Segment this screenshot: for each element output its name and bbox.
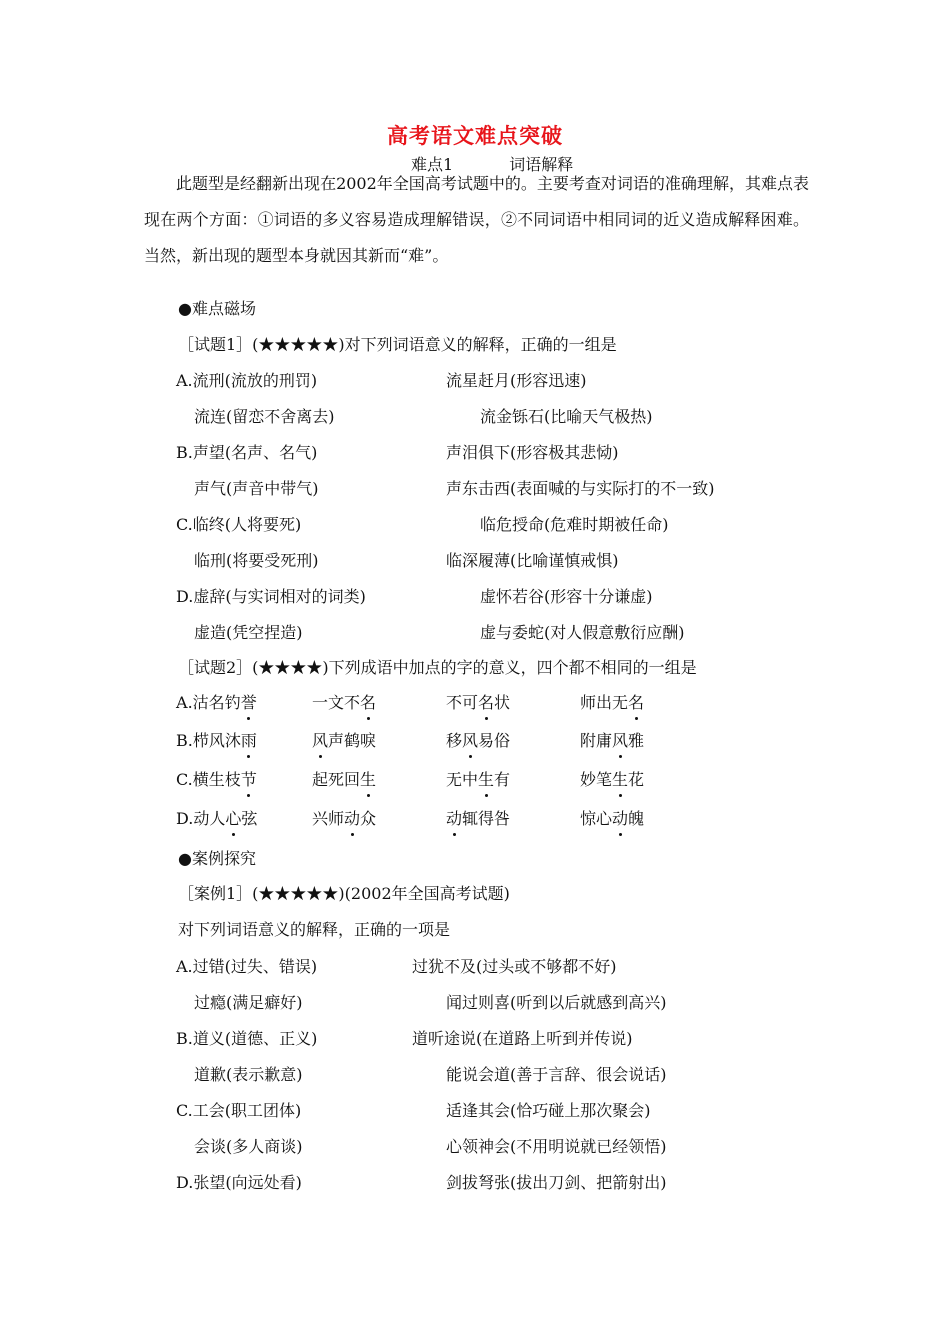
- emphasis-char: 风: [462, 728, 478, 751]
- case1-row-left: 会谈(多人商谈): [194, 1137, 303, 1156]
- q1-row-right: 临深履薄(比喻谨慎戒惧): [446, 551, 619, 570]
- q2-idiom: 不可名状: [446, 690, 510, 713]
- case1-stem: ［案例1］(★★★★★)(2002年全国高考试题): [178, 884, 510, 903]
- case1-row-left: 过瘾(满足癖好): [194, 993, 303, 1012]
- q2-idiom: 附庸风雅: [580, 728, 644, 751]
- q1-row-right: 临危授命(危难时期被任命): [480, 515, 669, 534]
- q2-idiom: 兴师动众: [312, 806, 376, 829]
- case1-row-right: 过犹不及(过头或不够都不好): [412, 957, 617, 976]
- emphasis-char: 生: [612, 767, 628, 790]
- emphasis-char: 名: [360, 690, 376, 713]
- emphasis-char: 动: [446, 806, 462, 829]
- emphasis-char: 雨: [241, 728, 257, 751]
- q1-row-left: B.声望(名声、名气): [176, 443, 318, 462]
- intro-paragraph: 此题型是经翻新出现在2002年全国高考试题中的。主要考查对词语的准确理解，其难点表现在两个方面：①词语的多义容易造成理解错误，②不同词语中相同词的近义造成解释困难。当然，新出现的题型本身就因其新而“难”。: [144, 174, 809, 265]
- q2-idiom: B.栉风沐雨: [176, 728, 257, 751]
- case1-row-right: 闻过则喜(听到以后就感到高兴): [446, 993, 667, 1012]
- q1-row-right: 声东击西(表面喊的与实际打的不一致): [446, 479, 715, 498]
- q1-row-left: D.虚辞(与实词相对的词类): [176, 587, 366, 606]
- emphasis-char: 动: [344, 806, 360, 829]
- case1-row-right: 能说会道(善于言辞、很会说话): [446, 1065, 667, 1084]
- q1-row-left: 声气(声音中带气): [194, 479, 319, 498]
- q2-idiom: 无中生有: [446, 767, 510, 790]
- case1-row-left: D.张望(向远处看): [176, 1173, 302, 1192]
- emphasis-char: 生: [478, 767, 494, 790]
- subtitle-part1: 难点1: [411, 155, 454, 174]
- q1-row-left: A.流刑(流放的刑罚): [176, 371, 318, 390]
- case1-row-right: 道听途说(在道路上听到并传说): [412, 1029, 633, 1048]
- q2-idiom: 妙笔生花: [580, 767, 644, 790]
- q1-row-left: C.临终(人将要死): [176, 515, 302, 534]
- case1-question: 对下列词语意义的解释，正确的一项是: [178, 920, 451, 939]
- question2-stem: ［试题2］(★★★★)下列成语中加点的字的意义，四个都不相同的一组是: [178, 658, 697, 677]
- q2-idiom: 风声鹤唳: [312, 728, 376, 751]
- question1-stem: ［试题1］(★★★★★)对下列词语意义的解释，正确的一组是: [178, 335, 617, 354]
- q2-idiom: 起死回生: [312, 767, 376, 790]
- case1-row-left: A.过错(过失、错误): [176, 957, 318, 976]
- q2-idiom: 惊心动魄: [580, 806, 644, 829]
- emphasis-char: 生: [360, 767, 376, 790]
- section-heading-difficulty: ●难点磁场: [178, 299, 256, 318]
- q1-row-left: 临刑(将要受死刑): [194, 551, 319, 570]
- page-title: 高考语文难点突破: [387, 123, 563, 148]
- q2-idiom: 移风易俗: [446, 728, 510, 751]
- q2-idiom: 师出无名: [580, 690, 644, 713]
- emphasis-char: 心: [225, 806, 241, 829]
- q2-idiom: 一文不名: [312, 690, 376, 713]
- emphasis-char: 名: [478, 690, 494, 713]
- q2-idiom: D.动人心弦: [176, 806, 257, 829]
- case1-row-right: 剑拔弩张(拔出刀剑、把箭射出): [446, 1173, 667, 1192]
- q1-row-right: 声泪俱下(形容极其悲恸): [446, 443, 619, 462]
- subtitle-part2: 词语解释: [509, 155, 574, 174]
- emphasis-char: 节: [241, 767, 257, 790]
- emphasis-char: 动: [612, 806, 628, 829]
- case1-row-right: 心领神会(不用明说就已经领悟): [446, 1137, 667, 1156]
- case1-row-left: B.道义(道德、正义): [176, 1029, 318, 1048]
- q2-idiom: C.横生枝节: [176, 767, 257, 790]
- case1-row-left: C.工会(职工团体): [176, 1101, 302, 1120]
- q2-idiom: 动辄得咎: [446, 806, 510, 829]
- emphasis-char: 名: [628, 690, 644, 713]
- q1-row-left: 流连(留恋不舍离去): [194, 407, 335, 426]
- case1-row-left: 道歉(表示歉意): [194, 1065, 303, 1084]
- q1-row-right: 流星赶月(形容迅速): [446, 371, 587, 390]
- q1-row-left: 虚造(凭空捏造): [194, 623, 303, 642]
- q2-idiom: A.沽名钓誉: [176, 690, 257, 713]
- emphasis-char: 誉: [241, 690, 257, 713]
- emphasis-char: 风: [612, 728, 628, 751]
- q1-row-right: 流金铄石(比喻天气极热): [480, 407, 653, 426]
- emphasis-char: 风: [312, 728, 328, 751]
- section-heading-case: ●案例探究: [178, 849, 256, 868]
- case1-row-right: 适逢其会(恰巧碰上那次聚会): [446, 1101, 651, 1120]
- q1-row-right: 虚与委蛇(对人假意敷衍应酬): [480, 623, 685, 642]
- q1-row-right: 虚怀若谷(形容十分谦虚): [480, 587, 653, 606]
